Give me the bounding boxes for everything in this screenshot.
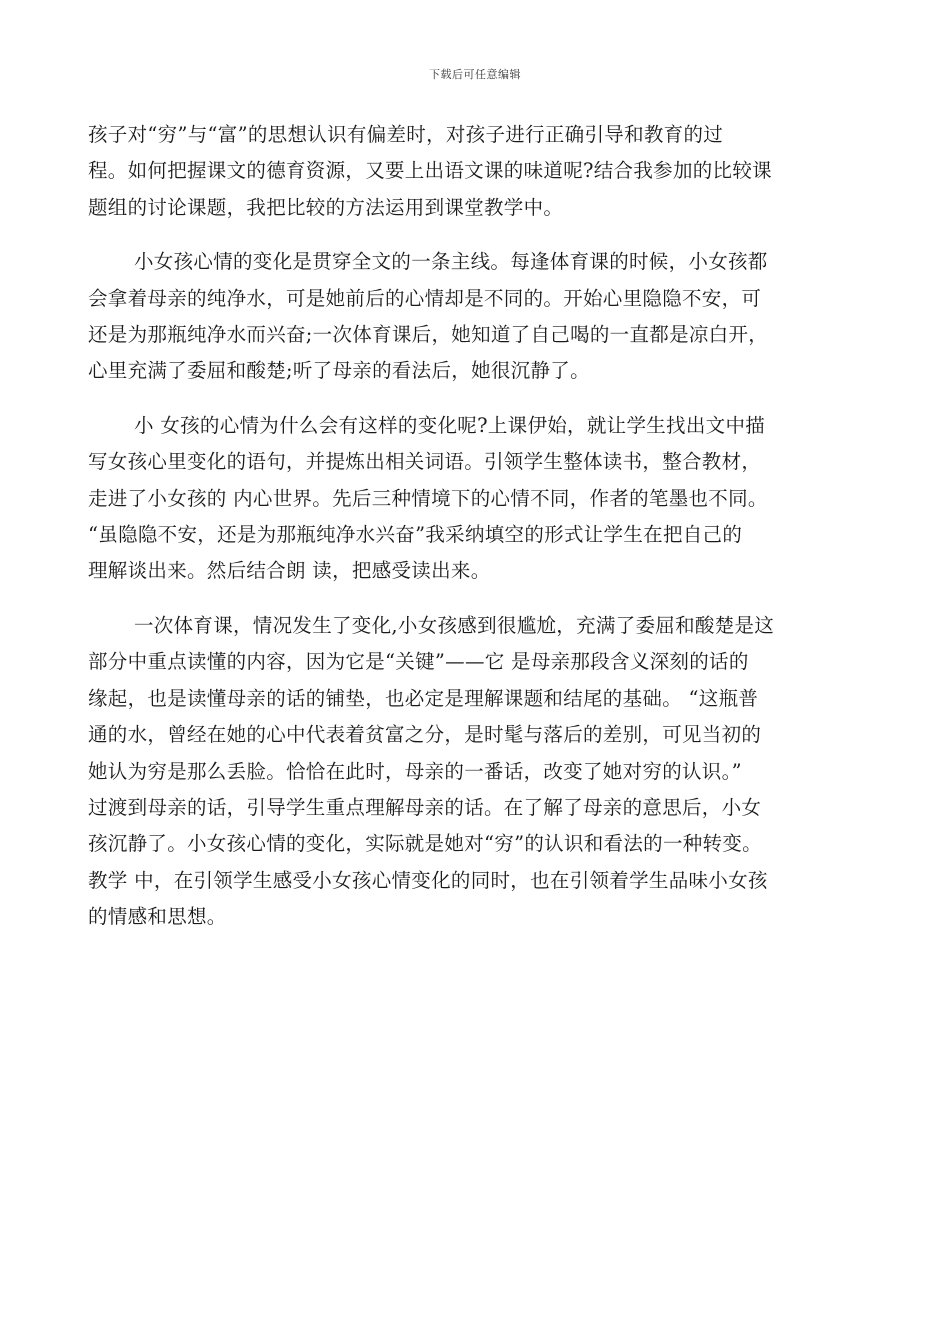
paragraph-4 [88,608,862,936]
text-line: 走进了小女孩的 内心世界。先后三种情境下的心情不同，作者的笔墨也不同。 [88,486,768,510]
document-body [88,117,862,954]
paragraph-3 [88,408,862,590]
text-line: 的情感和思想。 [88,905,227,929]
text-line: 部分中重点读懂的内容，因为它是“关键”——它 是母亲那段含义深刻的话的 [88,650,749,674]
text-line: 写女孩心里变化的语句，并提炼出相关词语。引领学生整体读书，整合教材， [88,450,762,474]
text-line: 理解谈出来。然后结合朗 读，把感受读出来。 [88,559,491,583]
text-line: 通的水，曾经在她的心中代表着贫富之分，是时髦与落后的差别，可见当初的 [88,723,762,747]
page-header: 下载后可任意编辑 [429,68,521,81]
text-line: 程。如何把握课文的德育资源，又要上出语文课的味道呢?结合我参加的比较课 [88,159,772,183]
text-line: 小女孩心情的变化是贯穿全文的一条主线。每逢体育课的时候，小女孩都 [134,250,768,274]
paragraph-2 [88,244,862,390]
text-line: 还是为那瓶纯净水而兴奋;一次体育课后，她知道了自己喝的一直都是凉白开， [88,323,769,347]
text-line: 缘起，也是读懂母亲的话的铺垫，也必定是理解课题和结尾的基础。 “这瓶普 [88,686,759,710]
text-line: 过渡到母亲的话，引导学生重点理解母亲的话。在了解了母亲的意思后，小女 [88,795,762,819]
text-line: 一次体育课，情况发生了变化,小女孩感到很尴尬，充满了委屈和酸楚是这 [134,613,775,637]
text-line: 题组的讨论课题，我把比较的方法运用到课堂教学中。 [88,195,564,219]
text-line: 她认为穷是那么丢脸。恰恰在此时，母亲的一番话，改变了她对穷的认识。” [88,759,742,783]
text-line: 小 女孩的心情为什么会有这样的变化呢?上课伊始，就让学生找出文中描 [134,413,766,437]
text-line: 教学 中，在引领学生感受小女孩心情变化的同时，也在引领着学生品味小女孩 [88,868,768,892]
text-line: 孩子对“穷”与“富”的思想认识有偏差时，对孩子进行正确引导和教育的过 [88,123,724,146]
paragraph-1 [88,117,862,226]
text-line: 心里充满了委屈和酸楚;听了母亲的看法后，她很沉静了。 [88,359,590,383]
text-line: 会拿着母亲的纯净水，可是她前后的心情却是不同的。开始心里隐隐不安，可 [88,286,762,310]
text-line: “虽隐隐不安，还是为那瓶纯净水兴奋”我采纳填空的形式让学生在把自己的 [88,523,743,547]
text-line: 孩沉静了。小女孩心情的变化，实际就是她对“穷”的认识和看法的一种转变。 [88,832,762,856]
